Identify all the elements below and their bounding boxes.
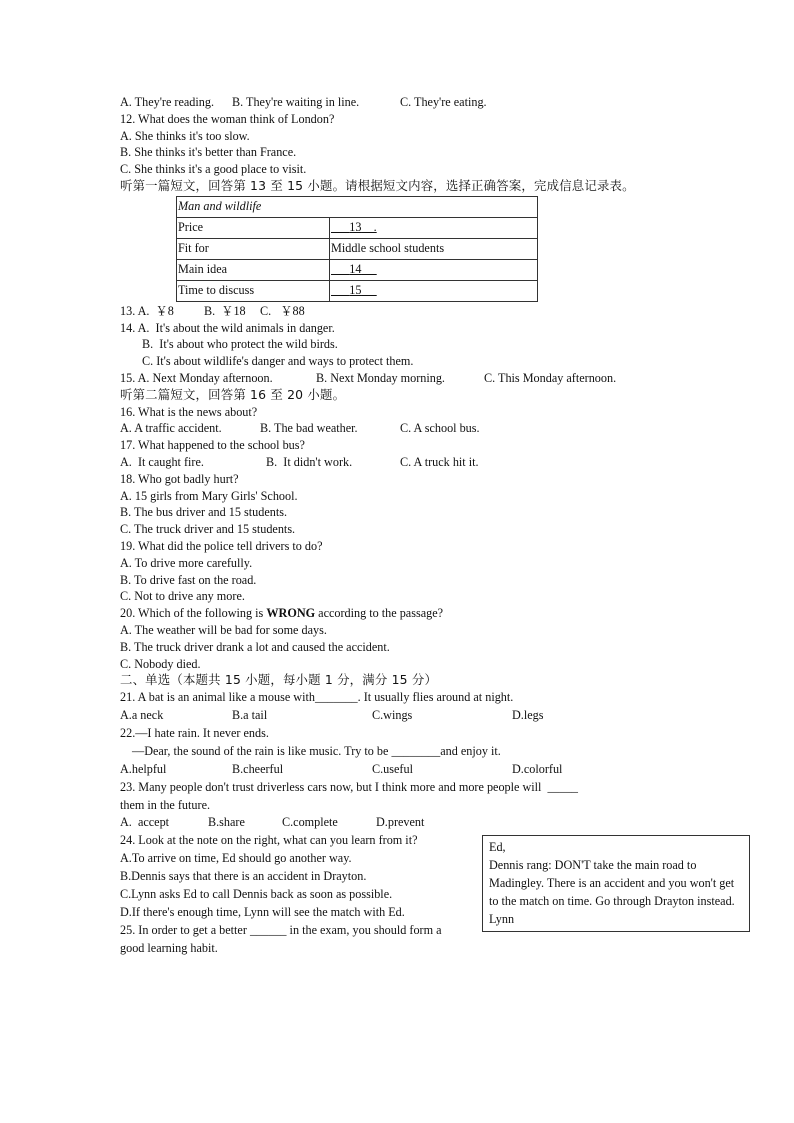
q17-question: 17. What happened to the school bus? bbox=[120, 438, 305, 453]
note-greeting: Ed, bbox=[489, 840, 506, 854]
q19-question: 19. What did the police tell drivers to do? bbox=[120, 538, 323, 553]
q20-option-b: B. The truck driver drank a lot and caused the accident. bbox=[120, 639, 390, 654]
table-key: Fit for bbox=[177, 238, 330, 259]
note-signature: Lynn bbox=[489, 912, 515, 926]
q19-option-a: A. To drive more carefully. bbox=[120, 555, 253, 570]
q24-option-a: A.To arrive on time, Ed should go another way. bbox=[120, 851, 352, 866]
q20-option-a: A. The weather will be bad for some days. bbox=[120, 622, 327, 637]
q12-question: 12. What does the woman think of London? bbox=[120, 111, 335, 126]
q21-options: A.a neck B.a tail C.wings D.legs bbox=[120, 707, 544, 722]
q22-options: A.helpful B.cheerful C.useful D.colorful bbox=[120, 761, 563, 776]
note-box bbox=[482, 835, 750, 932]
q24-question: 24. Look at the note on the right, what can you learn from it? bbox=[120, 833, 418, 848]
q18-option-a: A. 15 girls from Mary Girls' School. bbox=[120, 488, 298, 503]
table-key: Main idea bbox=[177, 259, 330, 280]
part2-heading: 二、单选（本题共 15 小题，每小题 1 分，满分 15 分） bbox=[120, 672, 438, 688]
table-key: Time to discuss bbox=[177, 280, 330, 301]
table-value bbox=[330, 280, 538, 301]
q20-question: 20. Which of the following is WRONG according to the passage? bbox=[120, 606, 444, 621]
q23-line1: 23. Many people don't trust driverless cars now, but I think more and more people will _____ bbox=[120, 779, 579, 794]
q24-option-c: C.Lynn asks Ed to call Dennis back as soon as possible. bbox=[120, 887, 393, 902]
q16-options: A. A traffic accident. B. The bad weather. C. A school bus. bbox=[120, 421, 480, 436]
section2-instructions: 听第二篇短文，回答第 16 至 20 小题。 bbox=[120, 386, 346, 402]
table-row bbox=[177, 217, 538, 238]
q18-question: 18. Who got badly hurt? bbox=[120, 471, 239, 486]
table-row bbox=[177, 259, 538, 280]
table-value bbox=[330, 259, 538, 280]
q23-line2: them in the future. bbox=[120, 797, 211, 812]
q13-options: 13. A. ￥8 B. ￥18 C. ￥88 bbox=[120, 303, 305, 318]
table-row bbox=[177, 280, 538, 301]
exam-page bbox=[120, 94, 760, 957]
table-value: Middle school students bbox=[330, 238, 538, 259]
q12-option-c: C. She thinks it's a good place to visit. bbox=[120, 162, 307, 177]
q22-line1: 22.—I hate rain. It never ends. bbox=[120, 725, 269, 740]
answer-blank-14: 14 bbox=[349, 262, 362, 277]
q18-option-b: B. The bus driver and 15 students. bbox=[120, 505, 287, 520]
q21-question: 21. A bat is an animal like a mouse with_______. It usually flies around at night. bbox=[120, 690, 514, 705]
q25-question: 25. In order to get a better ______ in the exam, you should form a good learning habit. bbox=[120, 923, 442, 956]
q14-option-c: C. It's about wildlife's danger and ways to protect them. bbox=[142, 354, 414, 369]
q11-options: A. They're reading. B. They're waiting in line. C. They're eating. bbox=[120, 95, 487, 109]
q12-option-a: A. She thinks it's too slow. bbox=[120, 128, 250, 143]
info-record-table bbox=[176, 196, 538, 302]
q20-option-c: C. Nobody died. bbox=[120, 656, 201, 671]
q16-question: 16. What is the news about? bbox=[120, 404, 258, 419]
answer-blank-15: 15 bbox=[349, 283, 362, 298]
q19-option-c: C. Not to drive any more. bbox=[120, 589, 245, 604]
section1-instructions: 听第一篇短文，回答第 13 至 15 小题。请根据短文内容，选择正确答案，完成信息记录表。 bbox=[120, 177, 635, 193]
q23-options: A. accept B.share C.complete D.prevent bbox=[120, 815, 425, 830]
q24-option-d: D.If there's enough time, Lynn will see the match with Ed. bbox=[120, 905, 405, 920]
q24-option-b: B.Dennis says that there is an accident in Drayton. bbox=[120, 869, 367, 884]
q12-option-b: B. She thinks it's better than France. bbox=[120, 145, 297, 160]
note-body: Dennis rang: DON'T take the main road to Madingley. There is an accident and you won't get to the match on time. Go through Drayton instead. bbox=[489, 858, 735, 908]
table-value bbox=[330, 217, 538, 238]
q14-option-a: 14. A. It's about the wild animals in danger. bbox=[120, 320, 335, 335]
table-title: Man and wildlife bbox=[177, 196, 538, 217]
q14-option-b: B. It's about who protect the wild birds. bbox=[142, 337, 338, 352]
q19-option-b: B. To drive fast on the road. bbox=[120, 572, 257, 587]
answer-blank-13: 13 . bbox=[349, 220, 377, 235]
q17-options: A. It caught fire. B. It didn't work. C. A truck hit it. bbox=[120, 454, 479, 469]
table-row bbox=[177, 238, 538, 259]
q18-option-c: C. The truck driver and 15 students. bbox=[120, 522, 296, 537]
q15-options: 15. A. Next Monday afternoon. B. Next Monday morning. C. This Monday afternoon. bbox=[120, 370, 617, 385]
q22-line2: —Dear, the sound of the rain is like music. Try to be ________and enjoy it. bbox=[132, 743, 501, 758]
table-key: Price bbox=[177, 217, 330, 238]
